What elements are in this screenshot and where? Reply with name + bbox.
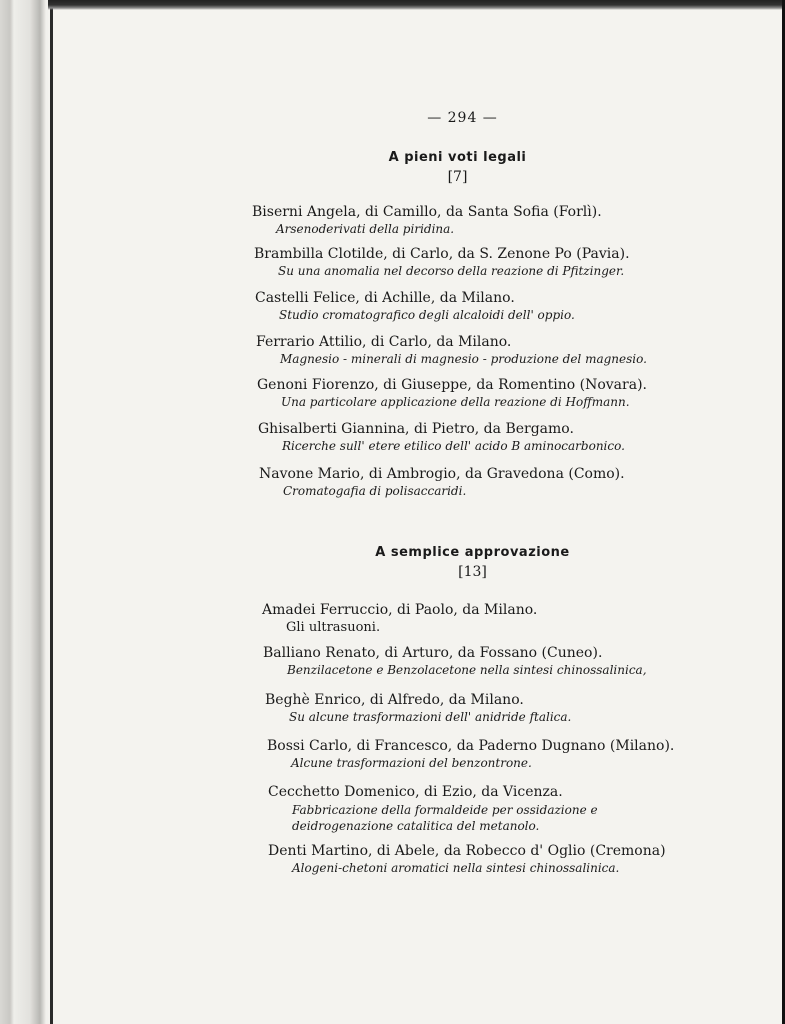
- thesis-title: Benzilacetone e Benzolacetone nella sintesi chinossalinica,: [287, 663, 647, 677]
- section-count: [13]: [458, 564, 487, 580]
- student-name: Genoni Fiorenzo, di Giuseppe, da Romentino (Novara).: [257, 377, 647, 393]
- section-title: A semplice approvazione: [375, 545, 570, 560]
- student-name: Brambilla Clotilde, di Carlo, da S. Zenone Po (Pavia).: [254, 246, 630, 262]
- thesis-title: Magnesio - minerali di magnesio - produzione del magnesio.: [280, 352, 647, 366]
- list-item: [265, 692, 571, 724]
- student-name: Beghè Enrico, di Alfredo, da Milano.: [265, 692, 524, 708]
- student-name: Amadei Ferruccio, di Paolo, da Milano.: [262, 602, 538, 618]
- student-name: Navone Mario, di Ambrogio, da Gravedona (Como).: [259, 466, 625, 482]
- list-item: [263, 645, 647, 677]
- list-item: [267, 738, 674, 770]
- section-heading-semplice-approvazione: [0, 545, 785, 580]
- list-item: [268, 784, 692, 834]
- thesis-title: Arsenoderivati della piridina.: [276, 222, 455, 236]
- thesis-title: Studio cromatografico degli alcaloidi dell' oppio.: [279, 308, 575, 322]
- thesis-title: Alogeni-chetoni aromatici nella sintesi chinossalinica.: [292, 861, 620, 875]
- list-item: [252, 204, 602, 236]
- student-name: Ghisalberti Giannina, di Pietro, da Bergamo.: [258, 421, 574, 437]
- thesis-title: Una particolare applicazione della reazione di Hoffmann.: [281, 395, 630, 409]
- list-item: [254, 246, 630, 278]
- student-name: Cecchetto Domenico, di Ezio, da Vicenza.: [268, 784, 563, 800]
- page-top-edge: [48, 0, 785, 10]
- page-number: — 294 —: [427, 110, 498, 126]
- student-name: Balliano Renato, di Arturo, da Fossano (Cuneo).: [263, 645, 603, 661]
- thesis-title: Gli ultrasuoni.: [286, 620, 381, 635]
- thesis-title: Alcune trasformazioni del benzontrone.: [291, 756, 532, 770]
- thesis-title: Su alcune trasformazioni dell' anidride ftalica.: [289, 710, 572, 724]
- list-item: [255, 290, 575, 322]
- list-item: [258, 421, 625, 453]
- student-name: Bossi Carlo, di Francesco, da Paderno Dugnano (Milano).: [267, 738, 675, 754]
- list-item: [256, 334, 647, 366]
- list-item: [257, 377, 647, 409]
- list-item: [262, 602, 537, 635]
- section-heading-pieni-voti: [0, 150, 785, 185]
- section-count: [7]: [447, 169, 468, 185]
- section-title: A pieni voti legali: [388, 150, 527, 165]
- thesis-title: Cromatogafia di polisaccaridi.: [283, 484, 467, 498]
- student-name: Biserni Angela, di Camillo, da Santa Sofia (Forlì).: [252, 204, 602, 220]
- list-item: [259, 466, 625, 498]
- thesis-title: Su una anomalia nel decorso della reazione di Pfitzinger.: [278, 264, 625, 278]
- student-name: Castelli Felice, di Achille, da Milano.: [255, 290, 515, 306]
- student-name: Ferrario Attilio, di Carlo, da Milano.: [256, 334, 512, 350]
- thesis-title: Ricerche sull' etere etilico dell' acido B aminocarbonico.: [282, 439, 625, 453]
- student-name: Denti Martino, di Abele, da Robecco d' Oglio (Cremona): [268, 843, 666, 859]
- list-item: [268, 843, 666, 875]
- thesis-title: Fabbricazione della formaldeide per ossidazione e deidrogenazione catalitica del metanolo.: [292, 803, 598, 833]
